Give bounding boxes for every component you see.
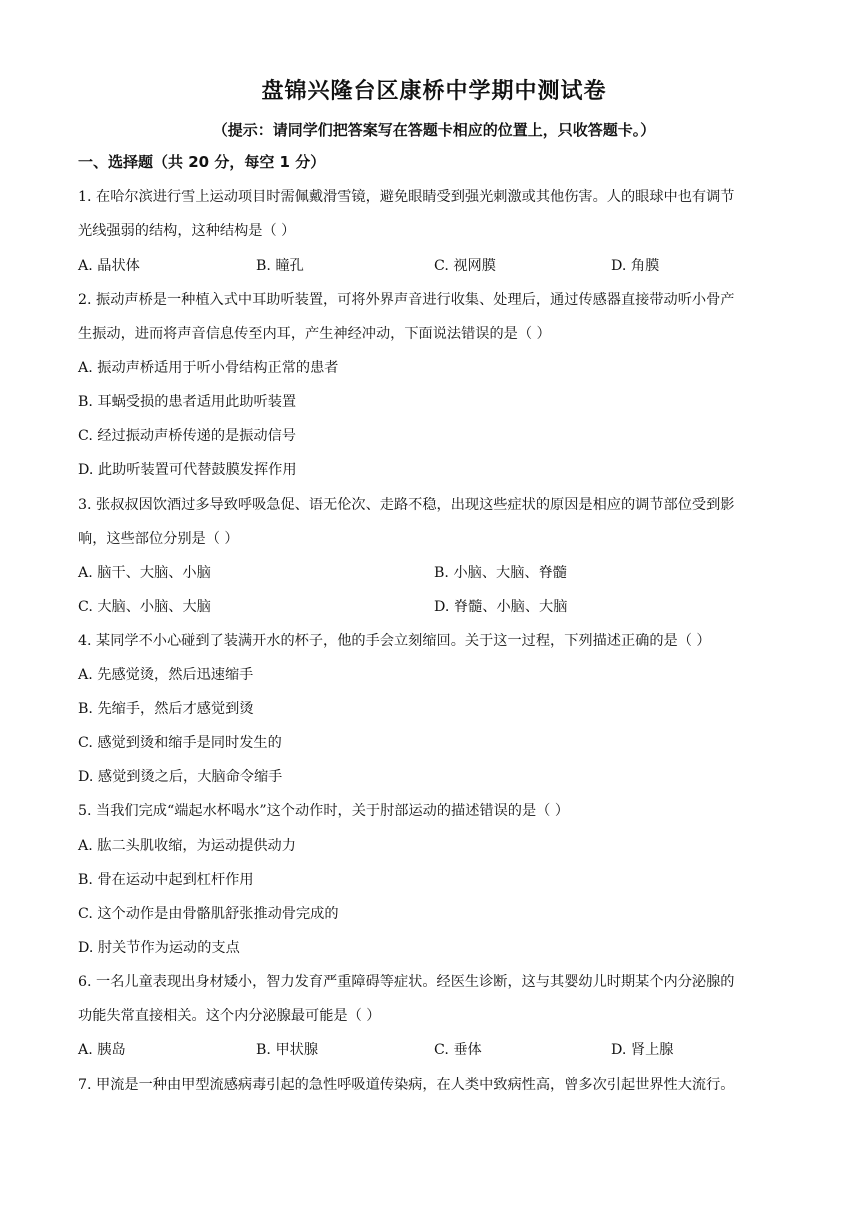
question-4-line-1: 4. 某同学不小心碰到了装满开水的杯子，他的手会立刻缩回。关于这一过程，下列描述正确的是（ ） — [78, 633, 711, 649]
question-3-option-b: B. 小脑、大脑、脊髓 — [434, 565, 567, 581]
question-5-option-c: C. 这个动作是由骨骼肌舒张推动骨完成的 — [78, 906, 339, 922]
question-7-line-1: 7. 甲流是一种由甲型流感病毒引起的急性呼吸道传染病，在人类中致病性高，曾多次引起世界性大流行。 — [78, 1077, 735, 1093]
question-3-option-c: C. 大脑、小脑、大脑 — [78, 599, 211, 615]
question-3-option-a: A. 脑干、大脑、小脑 — [78, 565, 211, 581]
question-5-option-a: A. 肱二头肌收缩，为运动提供动力 — [78, 838, 296, 854]
question-6-line-2: 功能失常直接相关。这个内分泌腺最可能是（ ） — [78, 1008, 381, 1024]
question-1-option-a: A. 晶状体 — [78, 258, 140, 274]
question-5-option-d: D. 肘关节作为运动的支点 — [78, 940, 240, 956]
question-6-option-d: D. 肾上腺 — [611, 1042, 674, 1058]
exam-hint: （提示：请同学们把答案写在答题卡相应的位置上，只收答题卡。） — [212, 121, 656, 139]
question-2-line-2: 生振动，进而将声音信息传至内耳，产生神经冲动，下面说法错误的是（ ） — [78, 326, 551, 342]
section-heading: 一、选择题（共 20 分，每空 1 分） — [78, 153, 326, 171]
question-1-line-1: 1. 在哈尔滨进行雪上运动项目时需佩戴滑雪镜，避免眼睛受到强光刺激或其他伤害。人的眼球中也有调节 — [78, 189, 735, 205]
question-6-option-b: B. 甲状腺 — [256, 1042, 319, 1058]
question-6-option-a: A. 胰岛 — [78, 1042, 126, 1058]
question-4-option-b: B. 先缩手，然后才感觉到烫 — [78, 701, 254, 717]
question-3-line-1: 3. 张叔叔因饮酒过多导致呼吸急促、语无伦次、走路不稳，出现这些症状的原因是相应的调节部位受到影 — [78, 497, 735, 513]
question-3-line-2: 响，这些部位分别是（ ） — [78, 531, 239, 547]
question-4-option-c: C. 感觉到烫和缩手是同时发生的 — [78, 735, 282, 751]
question-6-option-c: C. 垂体 — [434, 1042, 482, 1058]
question-2-option-a: A. 振动声桥适用于听小骨结构正常的患者 — [78, 360, 339, 376]
question-5-option-b: B. 骨在运动中起到杠杆作用 — [78, 872, 254, 888]
question-2-line-1: 2. 振动声桥是一种植入式中耳助听装置，可将外界声音进行收集、处理后，通过传感器直接带动听小骨产 — [78, 292, 735, 308]
question-1-option-c: C. 视网膜 — [434, 258, 496, 274]
question-2-option-b: B. 耳蜗受损的患者适用此助听装置 — [78, 394, 297, 410]
question-2-option-d: D. 此助听装置可代替鼓膜发挥作用 — [78, 462, 297, 478]
exam-title: 盘锦兴隆台区康桥中学期中测试卷 — [261, 79, 607, 104]
question-1-line-2: 光线强弱的结构，这种结构是（ ） — [78, 223, 296, 239]
question-4-option-a: A. 先感觉烫，然后迅速缩手 — [78, 667, 254, 683]
question-6-line-1: 6. 一名儿童表现出身材矮小，智力发育严重障碍等症状。经医生诊断，这与其婴幼儿时期某个内分泌腺的 — [78, 974, 735, 990]
question-1-option-d: D. 角膜 — [611, 258, 660, 274]
question-4-option-d: D. 感觉到烫之后，大脑命令缩手 — [78, 769, 283, 785]
question-1-option-b: B. 瞳孔 — [256, 258, 304, 274]
question-5-line-1: 5. 当我们完成“端起水杯喝水”这个动作时，关于肘部运动的描述错误的是（ ） — [78, 803, 570, 819]
question-3-option-d: D. 脊髓、小脑、大脑 — [434, 599, 568, 615]
question-2-option-c: C. 经过振动声桥传递的是振动信号 — [78, 428, 296, 444]
